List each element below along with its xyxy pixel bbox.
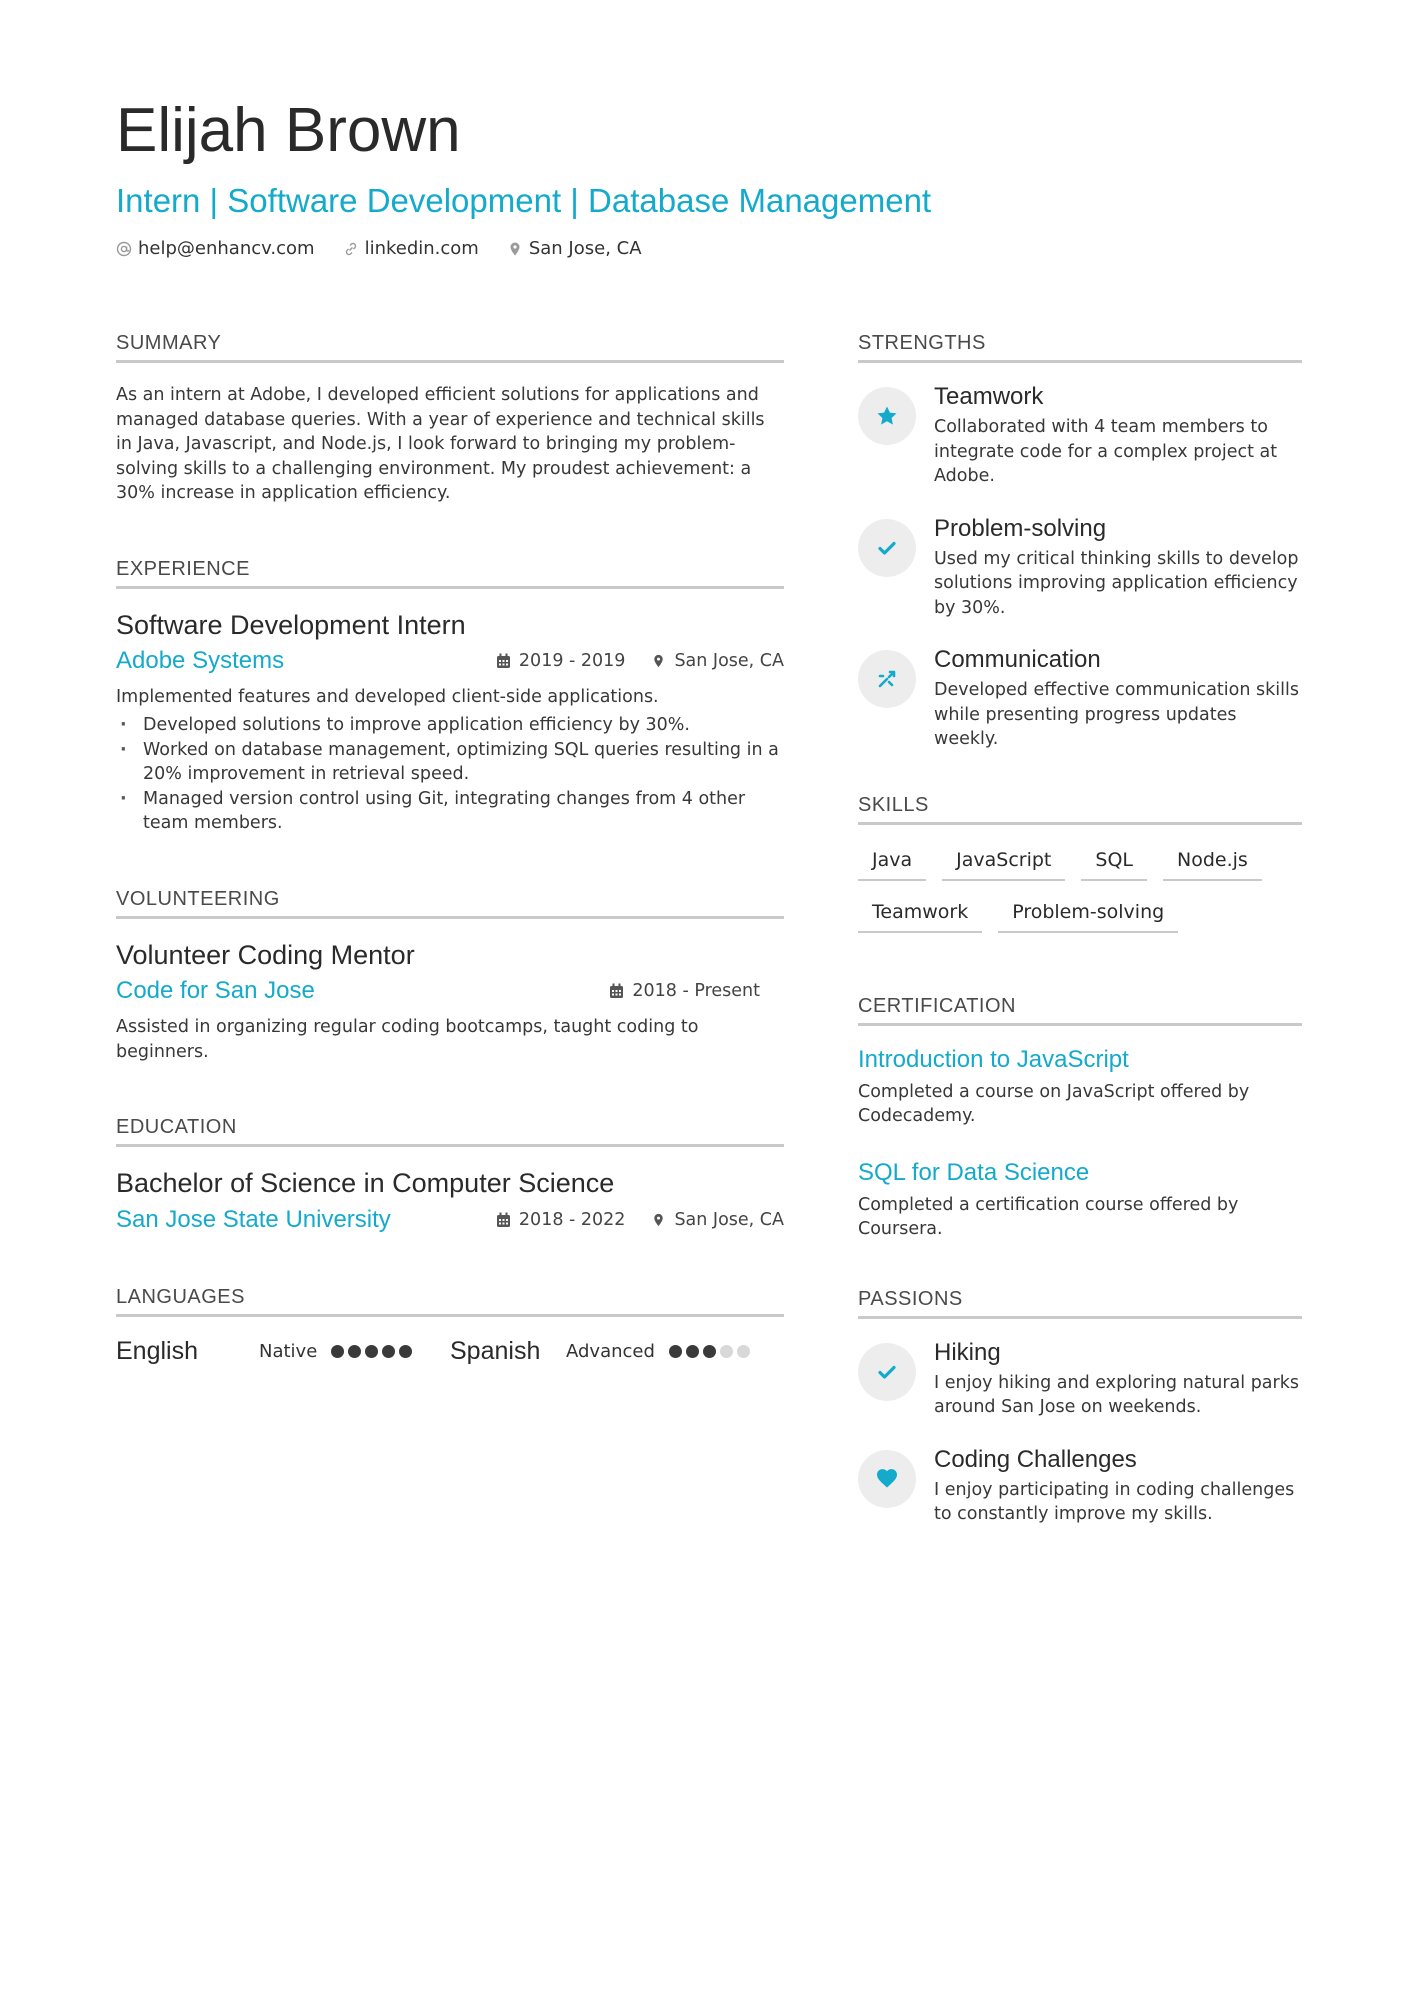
- list-item: · Worked on database management, optimizing SQL queries resulting in a 20% improvement in retrieval speed.: [116, 738, 784, 787]
- section-title: STRENGTHS: [858, 332, 1302, 363]
- passion-text: I enjoy participating in coding challenges to constantly improve my skills.: [934, 1479, 1295, 1524]
- strength-badge: [858, 387, 916, 445]
- contact-location-text: San Jose, CA: [528, 238, 642, 259]
- volunteer-role: Volunteer Coding Mentor: [116, 939, 415, 970]
- calendar-icon: [609, 983, 624, 999]
- section-title: EXPERIENCE: [116, 558, 784, 589]
- contact-linkedin[interactable]: [343, 238, 479, 259]
- company-name: Adobe Systems: [116, 646, 285, 674]
- passion-item: [858, 1339, 1302, 1420]
- calendar-icon: [496, 1212, 511, 1228]
- volunteer-description: Assisted in organizing regular coding bootcamps, taught coding to beginners.: [116, 1017, 699, 1062]
- job-bullets: [116, 713, 784, 836]
- experience-section: [116, 558, 784, 836]
- skill-tag: Teamwork: [858, 897, 982, 933]
- skills-section: [858, 794, 1302, 933]
- section-title: LANGUAGES: [116, 1286, 784, 1317]
- degree: Bachelor of Science in Computer Science: [116, 1168, 615, 1199]
- certification-item: [858, 1159, 1302, 1242]
- rating-dot-filled: [703, 1345, 716, 1358]
- strength-item: [858, 646, 1302, 752]
- school-name: San Jose State University: [116, 1205, 391, 1233]
- org-row: [116, 647, 784, 675]
- language-name: English: [116, 1336, 198, 1365]
- certification-text: Completed a certification course offered by Coursera.: [858, 1194, 1239, 1239]
- skill-tag: Node.js: [1163, 845, 1262, 881]
- skill-tag: SQL: [1081, 845, 1147, 881]
- strength-badge: [858, 519, 916, 577]
- right-column: [858, 332, 1302, 1579]
- rating-dot-filled: [399, 1345, 412, 1358]
- resume-header: [116, 96, 1296, 259]
- contact-linkedin-text: linkedin.com: [364, 238, 479, 259]
- section-title: SUMMARY: [116, 332, 784, 363]
- strength-text: Used my critical thinking skills to develop solutions improving application efficiency by 30%.: [934, 548, 1299, 618]
- strength-text: Collaborated with 4 team members to integrate code for a complex project at Adobe.: [934, 417, 1278, 486]
- strength-item: [858, 515, 1302, 621]
- job-meta: [496, 651, 784, 671]
- job-dates: [496, 651, 626, 671]
- language-item: [450, 1337, 784, 1366]
- section-title: CERTIFICATION: [858, 995, 1302, 1026]
- job-dates-text: 2019 - 2019: [518, 650, 626, 671]
- strength-text: Developed effective communication skills while presenting progress updates weekly.: [934, 680, 1299, 749]
- job-location: [651, 651, 784, 671]
- passion-badge: [858, 1343, 916, 1401]
- strength-title: Communication: [934, 646, 1101, 673]
- contact-location: [507, 238, 642, 259]
- passions-section: [858, 1288, 1302, 1527]
- star-icon: [875, 404, 899, 428]
- skill-tag: Problem-solving: [998, 897, 1178, 933]
- rating-dot-empty: [720, 1345, 733, 1358]
- volunteer-meta: [609, 981, 760, 1001]
- strengths-section: [858, 332, 1302, 752]
- section-title: PASSIONS: [858, 1288, 1302, 1319]
- list-item: · Developed solutions to improve application efficiency by 30%.: [116, 713, 784, 738]
- section-title: VOLUNTEERING: [116, 888, 784, 919]
- languages-row: [116, 1337, 784, 1366]
- volunteering-section: [116, 888, 784, 1064]
- strength-title: Teamwork: [934, 383, 1044, 410]
- language-level: Native: [259, 1340, 318, 1362]
- certification-title: Introduction to JavaScript: [858, 1045, 1129, 1073]
- passion-text: I enjoy hiking and exploring natural parks around San Jose on weekends.: [934, 1372, 1299, 1417]
- link-icon: [343, 241, 359, 257]
- passion-title: Hiking: [934, 1338, 1001, 1366]
- education-section: [116, 1116, 784, 1233]
- language-name: Spanish: [450, 1336, 541, 1365]
- job-title: Software Development Intern: [116, 609, 466, 640]
- volunteer-dates: [609, 981, 760, 1001]
- org-row: [116, 1206, 784, 1234]
- rating-dot-filled: [669, 1345, 682, 1358]
- education-dates-text: 2018 - 2022: [518, 1209, 626, 1230]
- org-row: [116, 977, 784, 1005]
- heart-icon: [875, 1467, 899, 1491]
- education-dates: [496, 1210, 626, 1230]
- strength-title: Problem-solving: [934, 514, 1107, 542]
- rating-dot-filled: [348, 1345, 361, 1358]
- calendar-icon: [496, 653, 511, 669]
- rating-dot-filled: [382, 1345, 395, 1358]
- education-location-text: San Jose, CA: [674, 1209, 784, 1230]
- section-title: EDUCATION: [116, 1116, 784, 1147]
- passion-badge: [858, 1450, 916, 1508]
- passion-title: Coding Challenges: [934, 1445, 1137, 1473]
- language-rating: [331, 1345, 412, 1358]
- rating-dot-filled: [365, 1345, 378, 1358]
- headline: Intern | Software Development | Database Management: [116, 182, 932, 219]
- language-level: Advanced: [566, 1340, 655, 1362]
- contact-email-text: help@enhancv.com: [138, 238, 315, 259]
- contact-email[interactable]: [116, 238, 315, 259]
- certification-item: [858, 1046, 1302, 1129]
- strength-item: [858, 383, 1302, 489]
- skill-tag: Java: [858, 845, 926, 881]
- volunteer-dates-text: 2018 - Present: [632, 981, 760, 1002]
- certification-text: Completed a course on JavaScript offered by Codecademy.: [858, 1081, 1250, 1126]
- rating-dot-empty: [737, 1345, 750, 1358]
- volunteer-org: Code for San Jose: [116, 977, 315, 1005]
- certification-title: SQL for Data Science: [858, 1158, 1090, 1186]
- section-title: SKILLS: [858, 794, 1302, 825]
- passion-item: [858, 1446, 1302, 1527]
- languages-section: [116, 1286, 784, 1366]
- language-rating: [669, 1345, 750, 1358]
- location-pin-icon: [651, 653, 666, 669]
- education-meta: [496, 1210, 784, 1230]
- job-description: Implemented features and developed client-side applications.: [116, 686, 659, 707]
- list-item: · Managed version control using Git, integrating changes from 4 other team members.: [116, 787, 784, 836]
- contact-list: [116, 238, 1296, 259]
- language-item: [116, 1337, 450, 1366]
- arrows-communication-icon: [875, 667, 899, 691]
- at-icon: [116, 241, 132, 257]
- rating-dot-filled: [331, 1345, 344, 1358]
- summary-text: As an intern at Adobe, I developed efficient solutions for applications and managed database queries. With a year of experience and technical skills in Java, Javascript, and Node.js, I look forward to bringing my problem-solving skills to a challenging environment. My proudest achievement: a 30% increase in application efficiency.: [116, 385, 765, 503]
- location-pin-icon: [651, 1212, 666, 1228]
- summary-section: [116, 332, 784, 506]
- strength-badge: [858, 650, 916, 708]
- education-location: [651, 1210, 784, 1230]
- skill-tag: JavaScript: [942, 845, 1065, 881]
- candidate-name: Elijah Brown: [116, 96, 461, 165]
- location-pin-icon: [507, 241, 523, 257]
- left-column: [116, 332, 784, 1418]
- skills-list: [858, 845, 1302, 933]
- job-location-text: San Jose, CA: [674, 650, 784, 671]
- rating-dot-filled: [686, 1345, 699, 1358]
- certification-section: [858, 995, 1302, 1242]
- checkmark-icon: [875, 1360, 899, 1384]
- checkmark-icon: [875, 536, 899, 560]
